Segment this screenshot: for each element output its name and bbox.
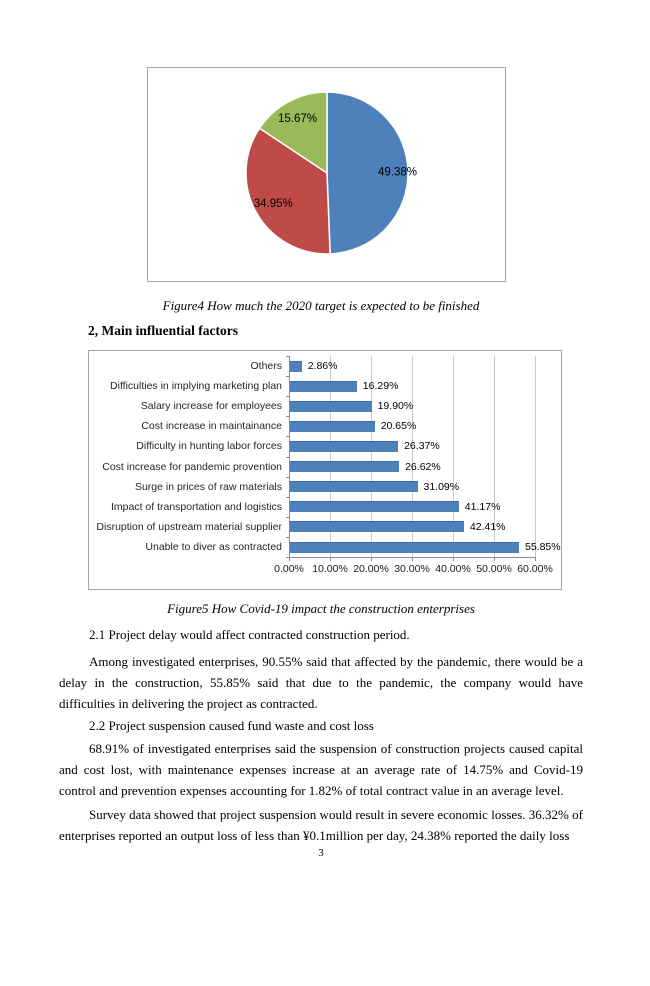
bar-value-label: 55.85% xyxy=(525,540,561,553)
category-label: Disruption of upstream material supplier xyxy=(96,520,282,533)
page-number: 3 xyxy=(318,847,324,859)
category-axis-tick xyxy=(286,497,289,498)
category-axis-tick xyxy=(286,396,289,397)
category-axis-tick xyxy=(286,416,289,417)
grid-line xyxy=(535,356,536,557)
x-tick-label: 10.00% xyxy=(312,563,348,575)
bar xyxy=(290,441,398,452)
category-label: Cost increase in maintainance xyxy=(141,420,282,433)
figure4-chart xyxy=(147,67,506,282)
bar xyxy=(290,361,302,372)
bar xyxy=(290,461,399,472)
paragraph-2-1-heading: 2.1 Project delay would affect contracted construction period. xyxy=(89,627,410,642)
category-axis-tick xyxy=(286,356,289,357)
category-axis-tick xyxy=(286,457,289,458)
bar-value-label: 41.17% xyxy=(464,500,501,513)
figure4-caption: Figure4 How much the 2020 target is expected to be finished xyxy=(162,298,480,313)
category-label: Others xyxy=(250,360,282,372)
bar xyxy=(290,501,459,512)
x-tick-label: 20.00% xyxy=(353,563,389,575)
category-label: Salary increase for employees xyxy=(140,400,282,413)
bar-value-label: 31.09% xyxy=(423,480,460,493)
paragraph-survey: Survey data showed that project suspension would result in severe economic losses. 36.32% of enterprises reported an output loss of less than ¥0.1million per day, 24.38% reported the daily loss xyxy=(59,807,583,843)
pie-slice-label: 49.38% xyxy=(377,166,418,179)
bar xyxy=(290,481,418,492)
category-label: Difficulty in hunting labor forces xyxy=(136,440,282,453)
bar-value-label: 20.65% xyxy=(380,420,417,433)
bar xyxy=(290,401,372,412)
category-axis-tick xyxy=(286,477,289,478)
section-heading: 2, Main influential factors xyxy=(88,323,238,338)
x-tick-label: 60.00% xyxy=(517,563,553,575)
bar-value-label: 16.29% xyxy=(362,380,399,393)
category-label: Cost increase for pandemic provention xyxy=(102,460,282,473)
pie-chart-svg xyxy=(148,68,505,281)
category-axis-tick xyxy=(286,517,289,518)
bar-value-label: 19.90% xyxy=(377,400,414,413)
category-label: Surge in prices of raw materials xyxy=(134,480,282,493)
x-tick-label: 40.00% xyxy=(435,563,471,575)
pie-slice-label: 34.95% xyxy=(253,198,293,211)
document-page xyxy=(0,67,650,861)
bar-value-label: 26.62% xyxy=(405,460,441,473)
bar xyxy=(290,542,519,553)
category-label: Impact of transportation and logistics xyxy=(110,500,282,513)
x-tick-label: 30.00% xyxy=(394,563,430,575)
x-tick-label: 0.00% xyxy=(274,563,304,575)
paragraph-2-2-heading: 2.2 Project suspension caused fund waste and cost loss xyxy=(89,718,374,733)
bar-value-label: 2.86% xyxy=(307,360,338,372)
category-label: Unable to diver as contracted xyxy=(145,540,282,553)
category-axis-tick xyxy=(286,376,289,377)
bar xyxy=(290,421,375,432)
bar xyxy=(290,521,464,532)
value-axis-line xyxy=(289,557,535,558)
bar xyxy=(290,381,357,392)
category-axis-tick xyxy=(286,436,289,437)
x-tick-label: 50.00% xyxy=(476,563,512,575)
category-axis-tick xyxy=(286,537,289,538)
category-label: Difficulties in implying marketing plan xyxy=(110,380,282,393)
bar-value-label: 26.37% xyxy=(404,440,440,453)
figure5-caption: Figure5 How Covid-19 impact the construction enterprises xyxy=(167,601,475,616)
category-axis-tick xyxy=(286,557,289,558)
paragraph-2-2-body: 68.91% of investigated enterprises said the suspension of construction projects caused capital and cost lost, with maintenance expenses increase at an average rate of 14.75% and Covid-19 control and prevention expenses accounting for 1.82% of total contract value in an average level. xyxy=(59,741,583,798)
figure5-chart xyxy=(88,350,562,590)
paragraph-2-1-body: Among investigated enterprises, 90.55% said that affected by the pandemic, there would be a delay in the construction, 55.85% said that due to the pandemic, the company would have difficulties in delivering the project as contracted. xyxy=(59,654,583,711)
bar-value-label: 42.41% xyxy=(469,520,506,533)
pie-slice-label: 15.67% xyxy=(277,113,318,125)
x-axis-tick xyxy=(535,557,536,561)
